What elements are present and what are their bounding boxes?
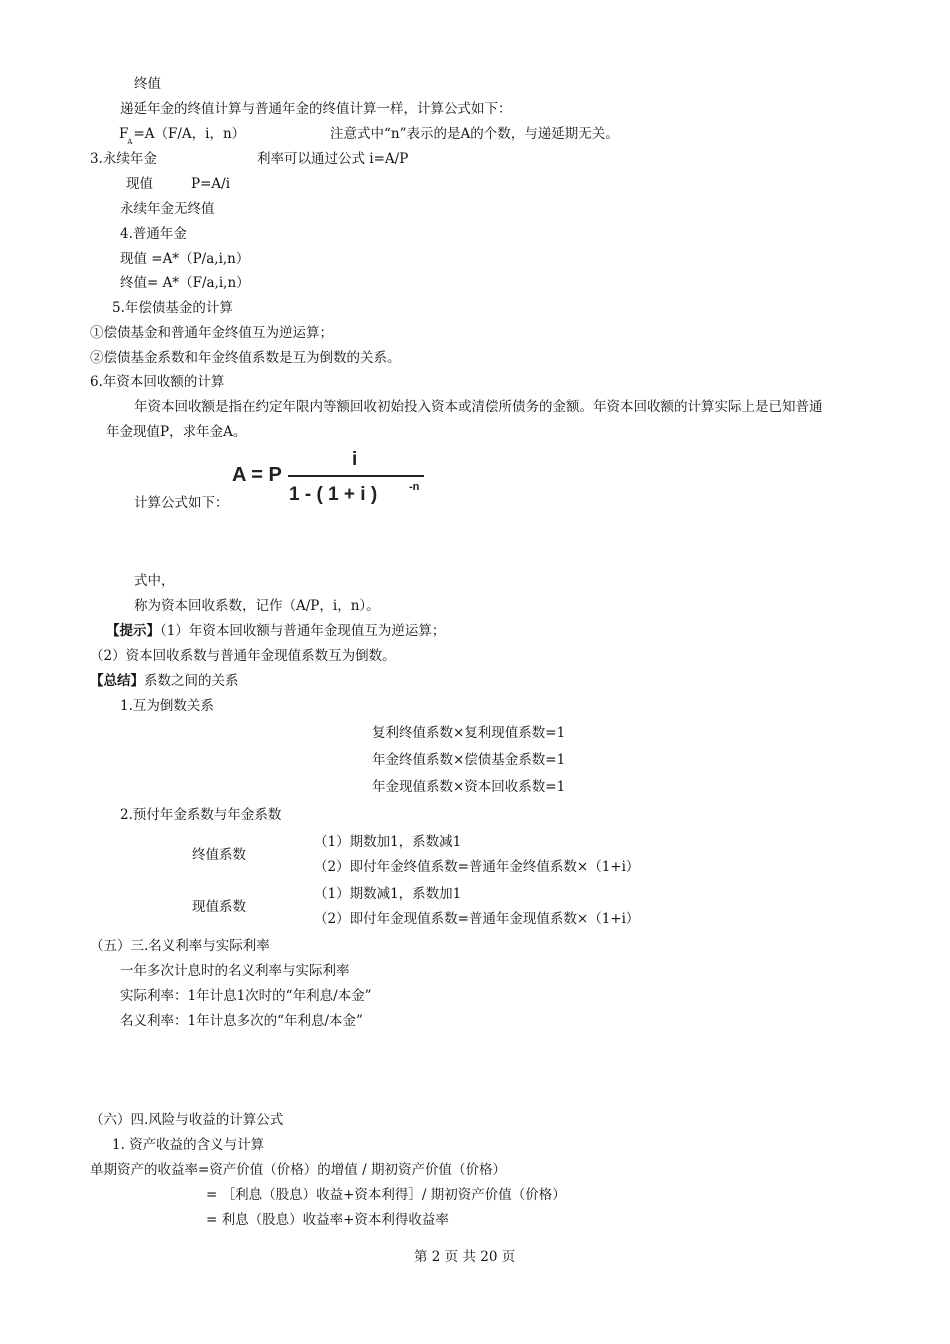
formula-denominator: 1 - ( 1 + i ) [289,484,378,505]
label-pv-factor: 现值系数 [192,899,246,915]
heading-reciprocal: 1.互为倒数关系 [120,698,214,714]
text-deferred-annuity-intro: 递延年金的终值计算与普通年金的终值计算一样，计算公式如下： [120,101,512,117]
text-deferred-note: 注意式中“n”表示的是A的个数，与递延期无关。 [330,126,619,142]
heading-asset-return: 1. 资产收益的含义与计算 [112,1137,265,1153]
page-footer: 第 2 页 共 20 页 [414,1249,516,1265]
heading-prepaid: 2.预付年金系数与年金系数 [120,807,282,823]
heading-nominal-rate: （五）三.名义利率与实际利率 [90,938,270,954]
formula-numerator: i [352,449,358,470]
text-reciprocal-3: 年金现值系数×资本回收系数=1 [372,779,566,795]
formula-lhs: A = P [232,464,282,486]
text-return-formula-3: = 利息（股息）收益率+资本利得收益率 [206,1212,449,1228]
text-perpetuity-rate: 利率可以通过公式 i=A/P [257,151,409,167]
label-fv-factor: 终值系数 [192,847,246,863]
text-capital-recovery-def: 年资本回收额是指在约定年限内等额回收初始投入资本或清偿所债务的金额。年资本回收额的计算实际上是已知普通 [134,399,823,415]
text-ordinary-pv: 现值 =A*（P/a,i,n） [120,251,250,267]
heading-sinking-fund: 5.年偿债基金的计算 [112,300,233,316]
text-tip-2: （2）资本回收系数与普通年金现值系数互为倒数。 [90,648,396,664]
heading-capital-recovery: 6.年资本回收额的计算 [90,374,225,390]
text-reciprocal-1: 复利终值系数×复利现值系数=1 [372,725,566,741]
text-effective-rate: 实际利率：1年计息1次时的“年利息/本金” [120,988,372,1004]
text-deferred-formula: $F_A=A(F/A$，i，n） [119,126,246,146]
text-tip: 【提示】（1）年资本回收额与普通年金现值互为逆运算； [106,623,446,639]
text-return-formula-2: = ［利息（股息）收益+资本利得］/ 期初资产价值（价格） [206,1187,566,1203]
text-recovery-factor: 称为资本回收系数，记作（A/P，i，n）。 [134,598,380,614]
text-fv-rule-2: （2）即付年金终值系数=普通年金终值系数×（1+i） [314,859,640,875]
text-nominal-rate: 名义利率：1年计息多次的“年利息/本金” [120,1013,363,1029]
text-reciprocal-2: 年金终值系数×偿债基金系数=1 [372,752,566,768]
formula-exponent: -n [409,481,420,493]
heading-ordinary-annuity: 4.普通年金 [120,226,187,242]
heading-perpetuity: 3.永续年金 [90,151,157,167]
capital-recovery-formula [232,448,428,508]
text-fv-rule-1: （1）期数加1，系数减1 [314,834,462,850]
heading-summary: 【总结】系数之间的关系 [90,673,239,689]
text-nominal-intro: 一年多次计息时的名义利率与实际利率 [120,963,350,979]
text-formula-label: 计算公式如下： [134,495,229,511]
text-sinking-fund-1: ①偿债基金和普通年金终值互为逆运算； [90,325,333,341]
text-where: 式中， [134,573,175,589]
text-ordinary-fv: 终值= A*（F/a,i,n） [120,275,250,291]
text-sinking-fund-2: ②偿债基金系数和年金终值系数是互为倒数的关系。 [90,350,401,366]
text-capital-recovery-def-cont: 年金现值P，求年金A。 [106,424,247,440]
text-perpetuity-no-fv: 永续年金无终值 [120,201,215,217]
text-pv-rule-1: （1）期数减1，系数加1 [314,886,462,902]
text-perpetuity-pv-formula: P=A/i [191,176,231,192]
text-pv-rule-2: （2）即付年金现值系数=普通年金现值系数×（1+i） [314,911,640,927]
heading-risk-return: （六）四.风险与收益的计算公式 [90,1112,284,1128]
text-perpetuity-pv-label: 现值 [126,176,153,192]
text-final-value: 终值 [134,76,161,92]
text-return-formula-1: 单期资产的收益率=资产价值（价格）的增值 / 期初资产价值（价格） [90,1162,506,1178]
